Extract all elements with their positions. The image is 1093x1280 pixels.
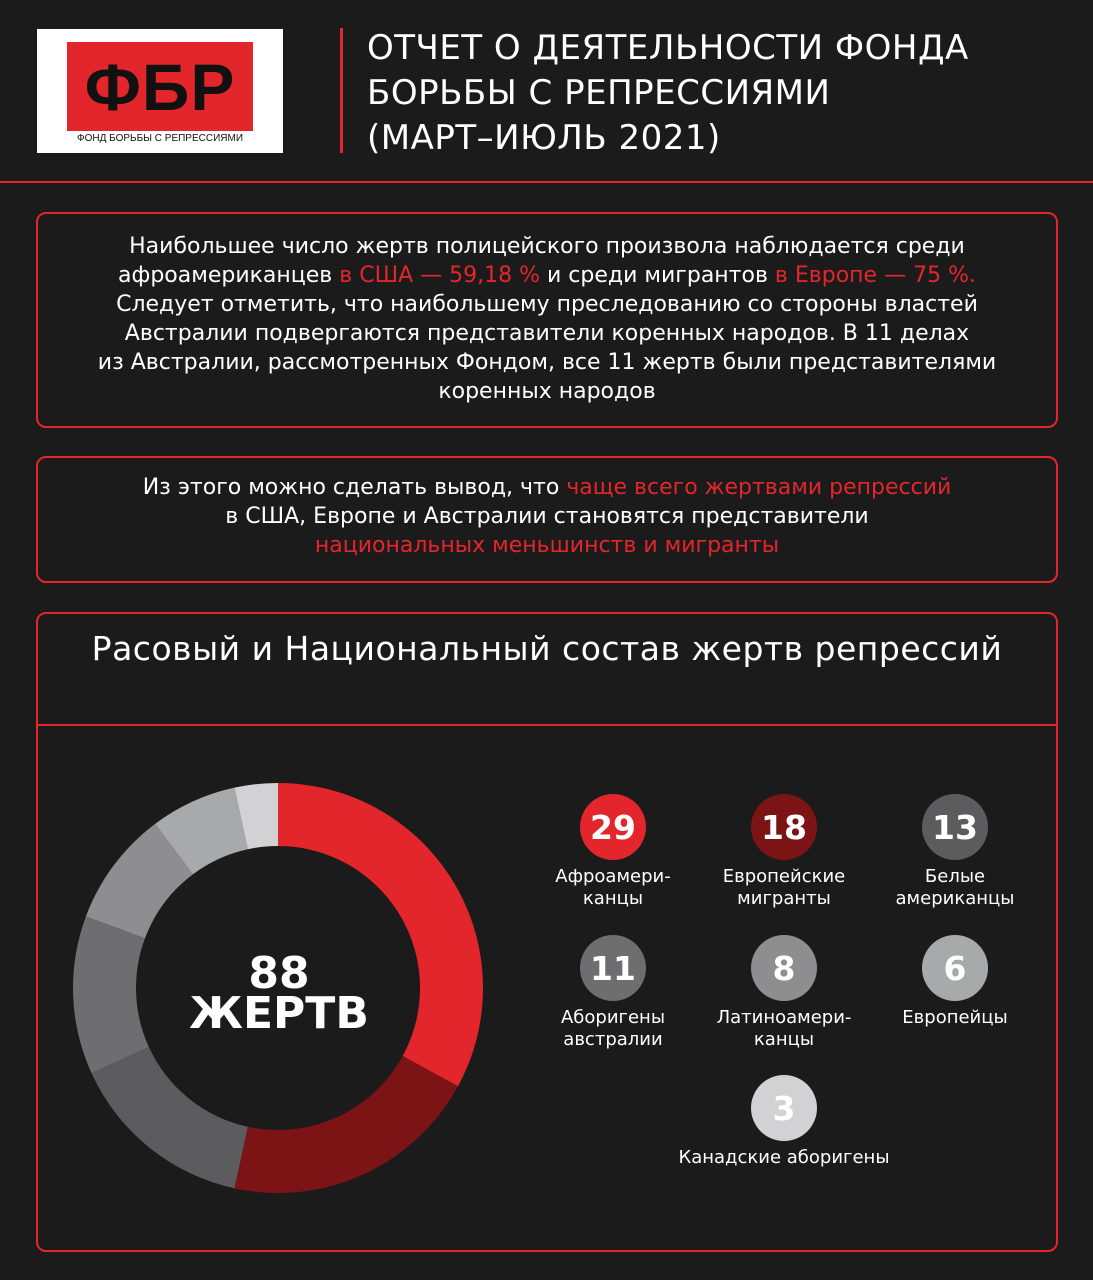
legend-value-circle: 13 <box>922 794 988 860</box>
legend-item <box>528 935 698 1051</box>
report-title-line: ОТЧЕТ О ДЕЯТЕЛЬНОСТИ ФОНДА <box>367 28 969 68</box>
summary-line: коренных народов <box>438 379 656 404</box>
conclusion-line: в США, Европе и Австралии становятся представители <box>225 504 869 529</box>
summary-text-segment: и среди мигрантов <box>540 263 775 288</box>
legend-item <box>870 935 1040 1029</box>
donut-slice-2 <box>234 1056 458 1193</box>
conclusion-text-segment: Из этого можно сделать вывод, что <box>142 475 567 500</box>
total-number: 88 <box>248 948 310 999</box>
legend-label: Латиноамери- канцы <box>716 1007 852 1050</box>
summary-line: Следует отметить, что наибольшему преследованию со стороны властей <box>116 292 978 317</box>
donut-slice-1 <box>278 783 483 1086</box>
legend-item <box>528 794 698 910</box>
legend-value-circle: 18 <box>751 794 817 860</box>
legend-value-circle: 6 <box>922 935 988 1001</box>
summary-highlight-usa: в США — 59,18 % <box>339 263 541 288</box>
legend-label: Афроамери- канцы <box>555 866 671 909</box>
legend-label: Белые американцы <box>895 866 1015 909</box>
donut-slice-3 <box>92 1047 248 1188</box>
total-label: ЖЕРТВ <box>189 988 369 1039</box>
report-title-line: БОРЬБЫ С РЕПРЕССИЯМИ <box>367 73 831 113</box>
summary-highlight-europe: в Европе — 75 %. <box>774 263 976 288</box>
summary-line: Австралии подвергаются представители коренных народов. В 11 делах <box>124 321 970 346</box>
legend-item <box>870 794 1040 910</box>
legend-label: Европейцы <box>902 1007 1008 1028</box>
conclusion-highlight-line: национальных меньшинств и мигранты <box>314 533 780 558</box>
report-title-line: (МАРТ–ИЮЛЬ 2021) <box>367 118 721 158</box>
legend-value-circle: 3 <box>751 1075 817 1141</box>
summary-line: Наибольшее число жертв полицейского произвола наблюдается среди <box>129 234 965 259</box>
legend-item <box>699 935 869 1051</box>
logo-subtitle: ФОНД БОРЬБЫ С РЕПРЕССИЯМИ <box>76 133 244 144</box>
logo-letters: ФБР <box>84 49 236 124</box>
legend-value-circle: 11 <box>580 935 646 1001</box>
legend-label: Европейские мигранты <box>722 866 846 909</box>
summary-text-segment: афроамериканцев <box>118 263 340 288</box>
chart-title: Расовый и Национальный состав жертв репрессий <box>91 629 1003 668</box>
legend-value-circle: 29 <box>580 794 646 860</box>
legend-item <box>654 1075 914 1169</box>
summary-line: из Австралии, рассмотренных Фондом, все 11 жертв были представителями <box>97 350 997 375</box>
legend-item <box>699 794 869 910</box>
conclusion-highlight: чаще всего жертвами репрессий <box>566 475 952 500</box>
legend-label: Аборигены австралии <box>560 1007 666 1050</box>
legend-value-circle: 8 <box>751 935 817 1001</box>
legend-label: Канадские аборигены <box>678 1147 890 1168</box>
